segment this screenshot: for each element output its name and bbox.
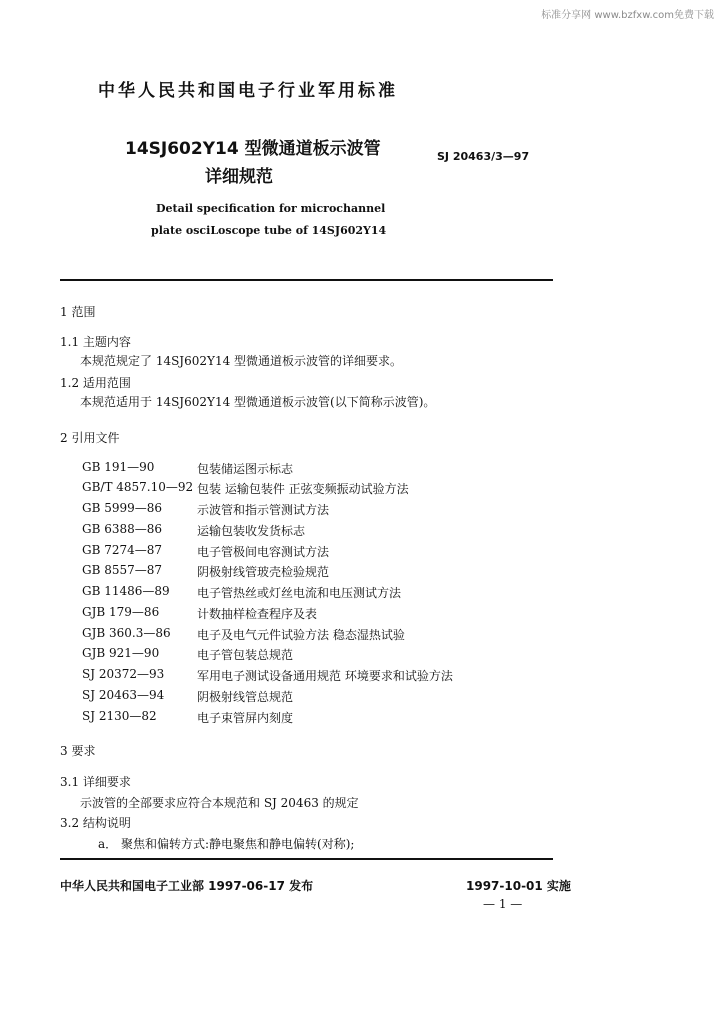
section-1-2-heading: 1.2 适用范围 — [60, 376, 131, 390]
reference-code: GB 7274—87 — [82, 543, 163, 557]
page-number: — 1 — — [483, 897, 523, 911]
reference-title: 电子管包装总规范 — [197, 648, 294, 662]
standard-category-title: 中华人民共和国电子行业军用标准 — [98, 81, 398, 101]
english-title-line-1: Detail specification for microchannel — [156, 202, 386, 215]
section-3-2-item-a: a． 聚焦和偏转方式:静电聚焦和静电偏转(对称); — [98, 837, 355, 851]
reference-title: 示波管和指示管测试方法 — [197, 503, 330, 517]
reference-code: GJB 921—90 — [82, 646, 160, 660]
reference-title: 电子及电气元件试验方法 稳态湿热试验 — [197, 628, 405, 642]
section-3-1-heading: 3.1 详细要求 — [60, 775, 131, 789]
reference-code: GB 6388—86 — [82, 522, 163, 536]
reference-code: SJ 20372—93 — [82, 667, 165, 681]
reference-code: GB 11486—89 — [82, 584, 170, 598]
reference-code: SJ 2130—82 — [82, 709, 157, 723]
reference-code: SJ 20463—94 — [82, 688, 165, 702]
section-1-2-text: 本规范适用于 14SJ602Y14 型微通道板示波管(以下简称示波管)。 — [80, 395, 436, 409]
watermark: 标准分享网 www.bzfxw.com免费下载 — [541, 10, 714, 21]
standard-number: SJ 20463/3—97 — [437, 150, 530, 163]
reference-code: GB/T 4857.10—92 — [82, 480, 194, 494]
reference-code: GB 191—90 — [82, 460, 155, 474]
reference-title: 军用电子测试设备通用规范 环境要求和试验方法 — [197, 669, 453, 683]
reference-title: 阴极射线管玻壳检验规范 — [197, 565, 330, 579]
document-title: 14SJ602Y14 型微通道板示波管 — [125, 139, 381, 159]
reference-code: GJB 179—86 — [82, 605, 160, 619]
reference-code: GB 8557—87 — [82, 563, 163, 577]
header-divider — [60, 279, 553, 281]
section-1-heading: 1 范围 — [60, 305, 96, 319]
reference-title: 计数抽样检查程序及表 — [197, 607, 318, 621]
footer-divider — [60, 858, 553, 860]
reference-title: 电子管极间电容测试方法 — [197, 545, 330, 559]
reference-title: 运输包装收发货标志 — [197, 524, 306, 538]
issue-date: 中华人民共和国电子工业部 1997-06-17 发布 — [60, 879, 314, 893]
section-3-2-heading: 3.2 结构说明 — [60, 816, 131, 830]
reference-title: 阴极射线管总规范 — [197, 690, 294, 704]
reference-code: GJB 360.3—86 — [82, 626, 171, 640]
document-subtitle: 详细规范 — [205, 167, 273, 187]
reference-title: 电子管热丝或灯丝电流和电压测试方法 — [197, 586, 402, 600]
section-2-heading: 2 引用文件 — [60, 431, 120, 445]
reference-title: 包装储运图示标志 — [197, 462, 294, 476]
effective-date: 1997-10-01 实施 — [466, 879, 571, 893]
reference-title: 电子束管屏内刻度 — [197, 711, 294, 725]
section-3-1-text: 示波管的全部要求应符合本规范和 SJ 20463 的规定 — [80, 796, 359, 810]
english-title-line-2: plate osciLoscope tube of 14SJ602Y14 — [151, 224, 387, 237]
section-1-1-text: 本规范规定了 14SJ602Y14 型微通道板示波管的详细要求。 — [80, 354, 403, 368]
section-1-1-heading: 1.1 主题内容 — [60, 335, 131, 349]
reference-code: GB 5999—86 — [82, 501, 163, 515]
reference-title: 包装 运输包装件 正弦变频振动试验方法 — [197, 482, 409, 496]
section-3-heading: 3 要求 — [60, 744, 96, 758]
